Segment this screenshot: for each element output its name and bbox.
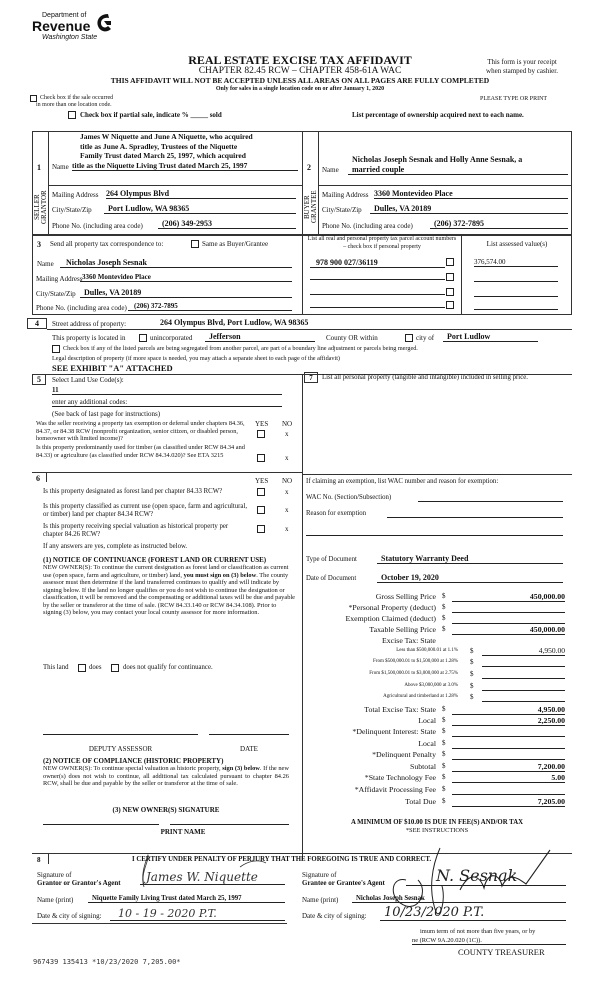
additional-codes-label: enter any additional codes: [52,398,128,406]
see-instructions-note: *SEE INSTRUCTIONS [405,827,469,834]
grantor-signature-label-2: Grantor or Grantor's Agent [37,879,121,887]
delinquent-interest-local-field[interactable] [452,739,565,749]
affidavit-processing-fee-label: *Affidavit Processing Fee [354,785,436,794]
seller-name-line-4: title as the Niquette Living Trust dated March 25, 1997 [72,161,298,172]
section6-if-yes-note: If any answers are yes, complete as instructed below. [43,543,188,550]
grantee-name-field[interactable]: Nicholas Joseph Sesnak [352,895,566,903]
perjury-note-2: ne (RCW 9A.20.020 (1C)). [412,937,566,945]
currency-symbol: $ [470,693,474,701]
grantee-signature-field[interactable]: N. Sesnak [406,866,566,886]
parcel-number-field-3[interactable] [310,285,445,295]
personal-property-checkbox-3[interactable] [446,288,454,296]
subtotal-field[interactable]: 7,200.00 [452,762,565,772]
land-use-question-2: Is this property predominantly used for timber (as classified under RCW 84.34 and 84.33) or agriculture (as classified under RCW 84.34.020)? See ETA 3215 [36,444,245,459]
located-in-label: This property is located in [52,334,126,342]
grantee-signature-label-1: Signature of [302,871,337,879]
personal-property-checkbox-4[interactable] [446,301,454,309]
assessed-value-field-2[interactable] [474,272,558,282]
correspondence-mailing-label: Mailing Address [36,275,83,283]
grantee-signature-label-2: Grantee or Grantee's Agent [302,879,385,887]
currency-symbol: $ [442,797,446,805]
print-name-label: PRINT NAME [160,828,206,836]
logo-revenue-text: Revenue [32,18,91,34]
grantor-name-field[interactable]: Niquette Family Living Trust dated March 25, 1997 [88,895,285,903]
deputy-assessor-label: DEPUTY ASSESSOR [88,745,153,753]
notice1-title: (1) NOTICE OF CONTINUANCE (FOREST LAND OR CURRENT USE) [43,556,267,564]
county-treasurer-label: COUNTY TREASURER [458,947,545,957]
parcel-list-header: List all real and personal property tax parcel account numbers – check box if personal property [307,236,457,250]
county-field[interactable]: Jefferson [205,332,315,342]
bracket-5-label: Agricultural and timberland at 1.28% [383,694,458,699]
grantor-date-field[interactable]: 10 - 19 - 2020 P.T. [110,907,285,921]
property-section-number: 4 [27,318,47,329]
section6-number: 6 [36,474,40,483]
currency-symbol: $ [442,625,446,633]
affidavit-processing-fee-field[interactable] [452,785,565,795]
land-use-q2-no-mark[interactable]: x [285,454,289,462]
deputy-date-label: DATE [240,745,258,753]
state-technology-fee-field[interactable]: 5.00 [452,773,565,783]
multi-location-label-2: in more than one location code. [36,102,112,108]
seller-name-line-3: Family Trust dated March 25, 1997, which acquired [80,151,246,160]
city-field[interactable]: Port Ludlow [443,332,538,342]
notice1-text-b: . The county assessor must then determine if the land transferred continues to qualify and will indicate by signing below. If the land no longer qualifies or you do not wish to continue the designation or classification, it will be removed and the compensating or additional taxes will be due and payable by the seller or transferor at the time of sale. (RCW 84.33.140 or RCW 84.34.108). Prior to signing (3) below, you may contact your local county assessor for more information. [43,571,295,616]
section6-q2-no-mark[interactable]: x [285,506,289,514]
section7-label: List all personal property (tangible and intangible) included in selling price. [322,374,528,381]
grantee-date-label: Date & city of signing: [302,912,367,920]
land-use-question-1: Was the seller receiving a property tax exemption or deferral under chapters 84.36, 84.37, or 84.38 RCW (nonprofit organization, senior citizen, or disabled person, homeowner with limited income)? [36,420,245,442]
correspondence-section-number: 3 [37,240,41,249]
assessed-value-field-1[interactable]: 376,574.00 [474,258,558,267]
land-use-label: Select Land Use Code(s): [52,376,124,384]
street-address-label: Street address of property: [52,320,127,328]
document-date-field[interactable]: October 19, 2020 [377,573,563,583]
currency-symbol: $ [442,785,446,793]
local-tax-field[interactable]: 2,250.00 [452,716,565,726]
new-owner-signature-field-2[interactable] [170,824,289,825]
exemption-claimed-label: Exemption Claimed (deduct) [345,614,436,623]
correspondence-name-field[interactable]: Nicholas Joseph Sesnak [60,258,292,268]
assessed-value-field-4[interactable] [474,300,558,310]
correspondence-city-field[interactable]: Dulles, VA 20189 [80,288,292,298]
land-use-q2-yes-checkbox[interactable] [257,454,265,462]
currency-symbol: $ [442,614,446,622]
total-due-field[interactable]: 7,205.00 [452,797,565,807]
buyer-section-number: 2 [307,163,311,172]
correspondence-phone-field[interactable]: (206) 372-7895 [128,302,292,311]
currency-symbol: $ [442,762,446,770]
buyer-mailing-field[interactable]: 3360 Montevideo Place [374,189,568,199]
document-type-label: Type of Document [306,556,357,563]
personal-property-checkbox-2[interactable] [446,273,454,281]
bracket-2-field[interactable] [482,658,565,667]
grantor-signature-flourish [130,853,300,893]
grantee-name-label: Name (print) [302,896,339,904]
delinquent-interest-state-field[interactable] [452,727,565,737]
currency-symbol: $ [470,647,474,655]
grantor-signature-field[interactable]: James W. Niquette [140,870,285,885]
treasurer-receipt-stamp: 967439 135413 *10/23/2020 7,205.00* [33,958,181,966]
buyer-city-label: City/State/Zip [322,206,362,214]
seller-grantor-label: SELLER GRANTOR [33,190,48,224]
ownership-percentage-note: List percentage of ownership acquired next to each name. [352,111,524,119]
multi-location-label-1: Check box if the sale occurred [40,95,114,101]
city-of-label: city of [416,334,435,342]
exemption-reason-field[interactable] [387,509,563,518]
delinquent-interest-local-label: Local [418,739,436,748]
segregated-parcel-checkbox[interactable] [52,345,60,353]
notice2-body [43,765,289,788]
section6-question-2: Is this property classified as current use (open space, farm and agricultural, or timber) land per chapter 84.34 RCW? [43,503,248,518]
notice2-text-bold: sign (3) below [222,765,260,772]
multi-location-checkbox[interactable] [30,95,37,102]
buyer-grantee-label: BUYER GRANTEE [303,190,318,224]
taxable-selling-price-label: Taxable Selling Price [369,625,436,634]
currency-symbol: $ [442,750,446,758]
perjury-note-1: imum term of not more than five years, or by [420,928,536,935]
state-technology-fee-label: *State Technology Fee [364,773,436,782]
assessed-value-field-3[interactable] [474,287,558,297]
total-due-label: Total Due [405,797,436,806]
partial-sale-checkbox[interactable] [68,111,76,119]
currency-symbol: $ [442,592,446,600]
delinquent-penalty-field[interactable] [452,750,565,760]
correspondence-name-label: Name [37,260,54,268]
dor-logo [32,12,112,44]
section6-question-1: Is this property designated as forest land per chapter 84.33 RCW? [43,488,223,495]
seller-mailing-label: Mailing Address [52,191,99,199]
personal-property-field[interactable] [452,603,565,613]
buyer-phone-field[interactable]: (206) 372-7895 [430,219,568,229]
land-use-no-header: NO [282,420,293,428]
parcel-number-field-1[interactable]: 978 900 027/36119 [310,258,445,268]
logo-state-text: Washington State [42,34,98,41]
please-type-note: PLEASE TYPE OR PRINT [480,96,548,102]
land-use-section-number: 5 [32,374,46,385]
certify-statement: I CERTIFY UNDER PENALTY OF PERJURY THAT THE FOREGOING IS TRUE AND CORRECT. [132,856,432,863]
document-type-field[interactable]: Statutory Warranty Deed [377,554,563,564]
seller-name-line-2: title as June A. Spradley, Trustees of the Niquette [80,141,238,151]
new-owner-signature-label: (3) NEW OWNER(S) SIGNATURE [112,806,220,814]
within-city-checkbox[interactable] [405,334,413,342]
exemption-reason-label: Reason for exemption [306,510,367,517]
this-land-label: This land [43,664,69,671]
seller-city-label: City/State/Zip [52,206,92,214]
currency-symbol: $ [442,739,446,747]
receipt-note-1: This form is your receipt [487,58,557,66]
land-use-yes-header: YES [255,420,269,428]
receipt-note-2: when stamped by cashier. [486,67,558,75]
assessed-value-header: List assessed value(s) [486,240,548,248]
certify-section-number: 8 [37,856,41,864]
notice1-body [43,564,295,617]
section7-number: 7 [304,372,318,383]
subtotal-label: Subtotal [410,762,436,771]
buyer-name-line-1[interactable]: Nicholas Joseph Sesnak and Holly Anne Sesnak, a [352,155,523,164]
bracket-3-field[interactable] [482,670,565,679]
currency-symbol: $ [442,603,446,611]
new-owner-signature-field[interactable] [43,824,159,825]
exemption-claimed-field[interactable] [452,614,565,624]
section6-q1-yes-checkbox[interactable] [257,488,265,496]
buyer-phone-label: Phone No. (including area code) [322,222,413,230]
total-excise-state-field[interactable]: 4,950.00 [452,705,565,715]
section6-q2-yes-checkbox[interactable] [257,506,265,514]
wac-number-field[interactable] [418,493,563,502]
form-only-for: Only for sales in a single location code on or after January 1, 2020 [215,86,385,92]
grantor-signature-label-1: Signature of [37,871,72,879]
additional-codes-field[interactable] [52,398,282,407]
section6-yes-header: YES [255,477,269,485]
correspondence-label: Send all property tax correspondence to: [50,240,164,248]
deputy-date-field[interactable] [209,734,289,735]
gross-selling-price-field[interactable]: 450,000.00 [452,592,565,602]
section6-q3-yes-checkbox[interactable] [257,525,265,533]
does-not-qualify-checkbox[interactable] [111,664,119,672]
bracket-4-label: Above $3,000,000 at 3.0% [404,683,458,688]
notice2-text-a: NEW OWNER(S): To continue special valuation as historic property, [43,765,221,772]
notice2-text-b: . If the new owner(s) does not wish to continue, all additional tax calculated pursuant to chapter 84.26 RCW, shall be due and payable by the seller or transferor at the time of sale. [43,765,289,787]
section6-q1-no-mark[interactable]: x [285,488,289,496]
deputy-assessor-signature-field[interactable] [43,734,198,735]
bracket-3-label: From $1,500,000.01 to $3,000,000 at 2.75% [369,671,458,676]
street-address-field[interactable]: 264 Olympus Blvd, Port Ludlow, WA 98365 [160,318,309,327]
seller-name-label: Name [52,163,69,171]
buyer-name-label: Name [322,166,339,174]
personal-property-label: *Personal Property (deduct) [348,603,436,612]
currency-symbol: $ [442,705,446,713]
currency-symbol: $ [470,670,474,678]
delinquent-interest-state-label: *Delinquent Interest: State [352,727,436,736]
grantee-date-field[interactable]: 10/23/2020 P.T. [380,905,566,921]
section6-q3-no-mark[interactable]: x [285,525,289,533]
minimum-due-note: A MINIMUM OF $10.00 IS DUE IN FEE(S) AND/OR TAX [350,819,524,826]
wac-number-label: WAC No. (Section/Subsection) [306,494,392,501]
taxable-selling-price-field[interactable]: 450,000.00 [452,625,565,635]
unincorporated-checkbox[interactable] [139,334,147,342]
same-as-buyer-label: Same as Buyer/Grantee [202,240,269,248]
buyer-city-field[interactable]: Dulles, VA 20189 [370,204,568,214]
form-title: REAL ESTATE EXCISE TAX AFFIDAVIT [188,53,412,67]
notice1-text-bold: you must sign on (3) below [183,571,257,579]
currency-symbol: $ [442,716,446,724]
seller-city-field[interactable]: Port Ludlow, WA 98365 [104,204,296,214]
section6-question-3: Is this property receiving special valuation as historical property per chapter 84.26 RCW? [43,523,229,538]
seller-section-number: 1 [37,163,41,172]
currency-symbol: $ [470,658,474,666]
parcel-number-field-2[interactable] [310,270,445,280]
legal-description-field[interactable]: SEE EXHIBIT "A" ATTACHED [52,363,173,373]
land-use-instructions: (See back of last page for instructions) [52,410,161,418]
county-or-text: County OR within [326,334,378,342]
land-use-q1-yes-checkbox[interactable] [257,430,265,438]
does-label: does [89,664,102,671]
currency-symbol: $ [470,682,474,690]
form-subtitle: CHAPTER 82.45 RCW – CHAPTER 458-61A WAC [198,66,402,76]
same-as-buyer-checkbox[interactable] [191,240,199,248]
notice2-title: (2) NOTICE OF COMPLIANCE (HISTORIC PROPERTY) [43,757,224,765]
exemption-label: If claiming an exemption, list WAC number and reason for exemption: [306,478,499,485]
land-use-q1-no-mark[interactable]: x [285,430,289,438]
grantor-date-label: Date & city of signing: [37,912,102,920]
seller-mailing-field[interactable]: 264 Olympus Blvd [106,189,296,199]
correspondence-mailing-field[interactable]: 3360 Montevideo Place [80,273,292,282]
grantee-signature-flourish [380,840,570,930]
legal-description-label: Legal description of property (if more space is needed, you may attach a separate sheet to each page of the affidavit) [52,355,340,362]
bracket-4-field[interactable] [482,682,565,691]
correspondence-phone-label: Phone No. (including area code) [36,304,127,312]
bracket-1-field[interactable]: 4,950.00 [482,646,565,656]
section6-no-header: NO [282,477,293,485]
currency-symbol: $ [442,773,446,781]
unincorporated-label: unincorporated [150,334,193,342]
dor-logo-icon [94,12,114,34]
partial-sale-label: Check box if partial sale, indicate % _____ sold [80,111,222,119]
seller-phone-field[interactable]: (206) 349-2953 [158,219,296,229]
logo-dept-text: Department of [42,12,87,19]
does-not-label: does not qualify for continuance. [123,664,213,671]
exemption-reason-field-2[interactable] [306,535,563,536]
buyer-name-line-2[interactable]: married couple [348,165,568,175]
county-or-label [326,334,378,342]
form-warning: THIS AFFIDAVIT WILL NOT BE ACCEPTED UNLESS ALL AREAS ON ALL PAGES ARE FULLY COMPLETED [110,76,490,85]
qualifies-checkbox[interactable] [78,664,86,672]
segregated-parcel-label: Check box if any of the listed parcels are being segregated from another parcel, are part of a boundary line adjustment or parcels being merged. [63,345,418,352]
buyer-mailing-label: Mailing Address [322,191,369,199]
notice1-text-a: NEW OWNER(S): To continue the current designation as forest land or classification as current use (open space, farm and agriculture, or timber) land, [43,564,289,579]
grantor-name-label: Name (print) [37,896,74,904]
correspondence-city-label: City/State/Zip [36,290,76,298]
bracket-2-label: From $500,000.01 to $1,500,000 at 1.28% [373,659,458,664]
seller-name-field[interactable] [72,132,298,171]
document-date-label: Date of Document [306,575,357,582]
gross-selling-price-label: Gross Selling Price [375,592,436,601]
bracket-5-field[interactable] [482,693,565,702]
seller-name-line-1: James W Niquette and June A Niquette, who acquired [80,132,253,141]
parcel-number-field-4[interactable] [310,298,445,308]
delinquent-penalty-label: *Delinquent Penalty [372,750,436,759]
currency-symbol: $ [442,727,446,735]
bracket-1-label: Less than $500,000.01 at 1.1% [396,648,458,653]
personal-property-checkbox-1[interactable] [446,258,454,266]
seller-phone-label: Phone No. (including area code) [52,222,143,230]
total-excise-state-label: Total Excise Tax: State [364,705,436,714]
local-tax-label: Local [418,716,436,725]
excise-tax-state-label: Excise Tax: State [382,636,436,645]
land-use-code-field[interactable]: 11 [52,386,282,395]
